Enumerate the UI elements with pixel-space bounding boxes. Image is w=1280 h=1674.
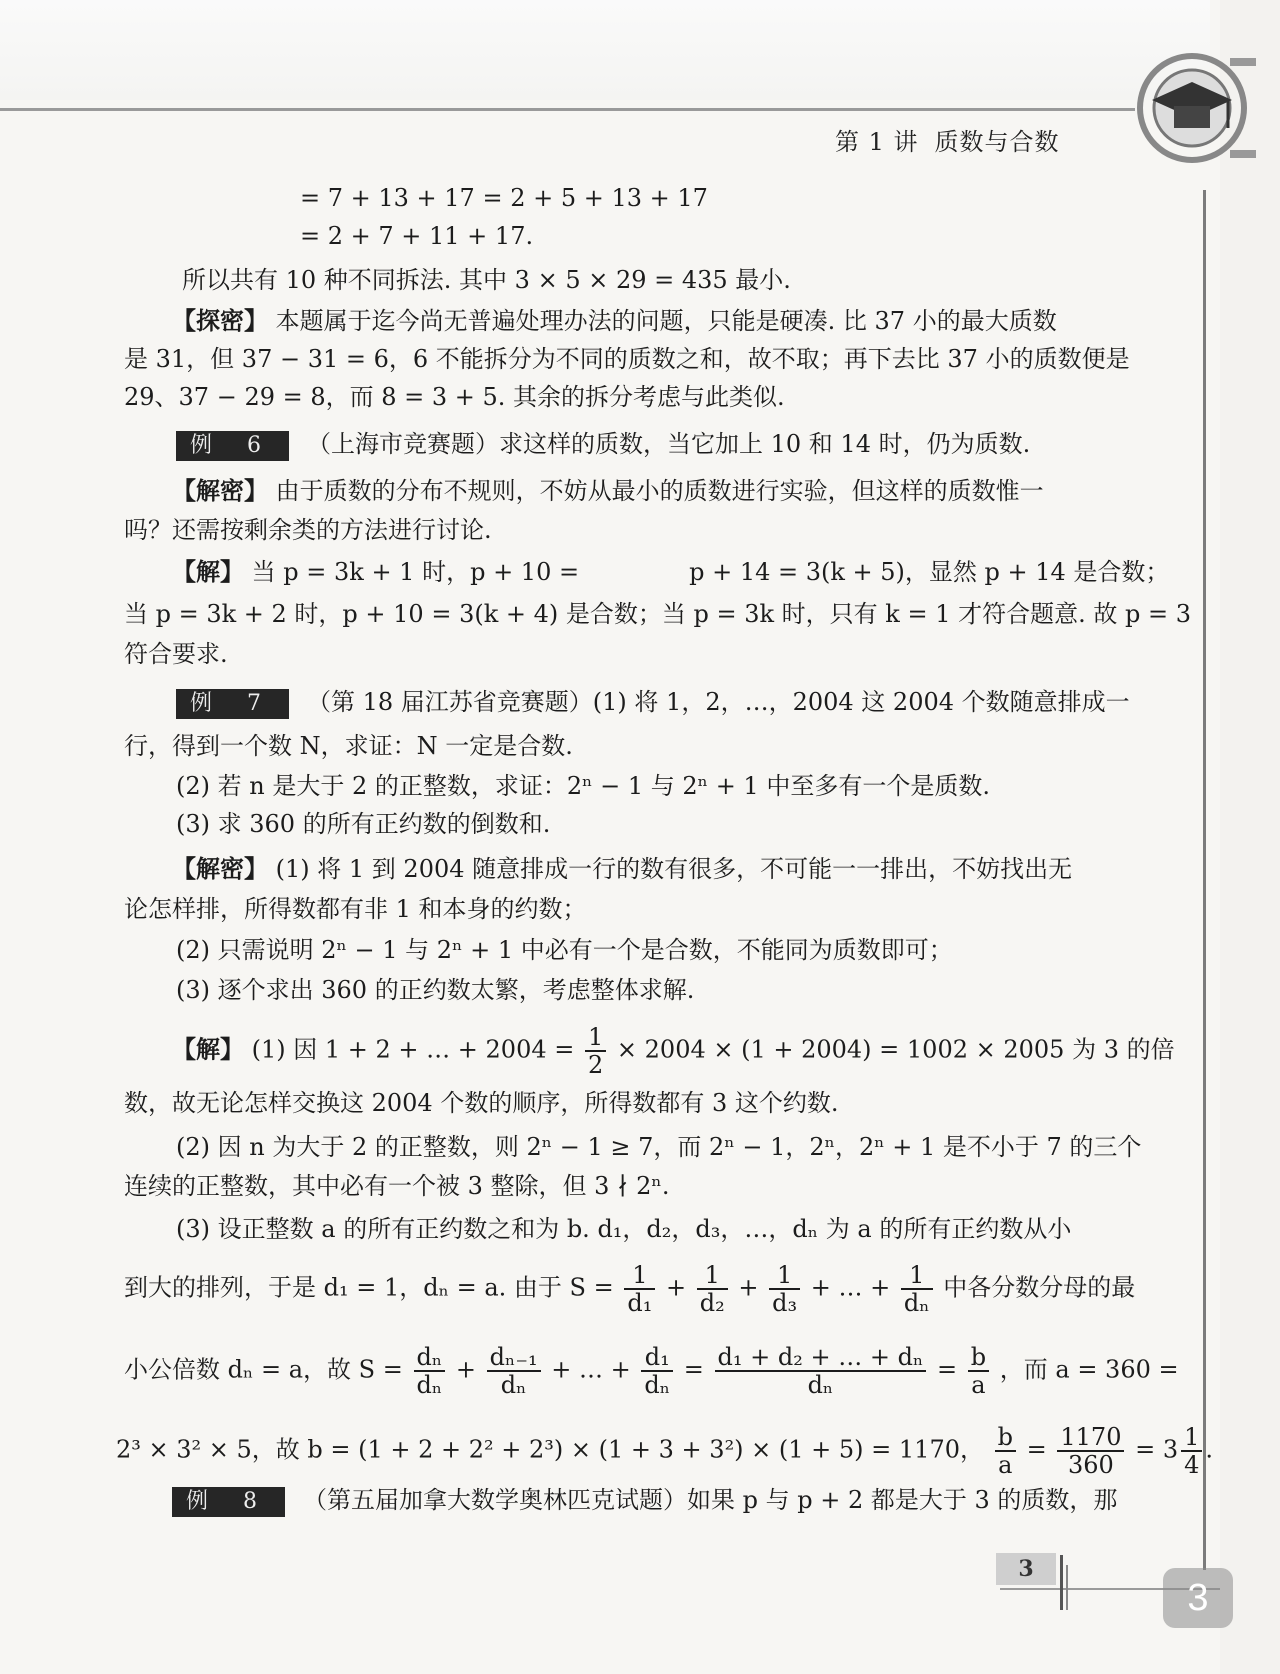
formula-line-s: 到大的排列，于是 d₁ = 1，dₙ = a. 由于 S = $\frac{1}{\text{d₁}}$ + $\frac{1}{\text{d₂}}$ + $\frac{1}{\text{d₃}}$ + … + $\frac{1}{\text{dₙ}}$ 中各分数分母的最 <box>124 1261 1136 1317</box>
jiemi-label: 【解密】 <box>172 854 268 883</box>
text-line: 29、37 − 29 = 8，而 8 = 3 + 5. 其余的拆分考虑与此类似. <box>124 383 785 411</box>
fraction-term: $\frac{1}{\text{d₂}}$ <box>697 1262 728 1316</box>
mixed-whole: 3 <box>1162 1435 1179 1464</box>
fraction-term: $\frac{\text{dₙ₋₁}}{\text{dₙ}}$ <box>487 1344 541 1398</box>
fraction-term: $\frac{1}{\text{d₁}}$ <box>624 1262 655 1316</box>
header-band <box>0 0 1210 100</box>
fraction-b-over-a: $\frac{b}{a}$ <box>995 1424 1016 1478</box>
text-line: 论怎样排，所得数都有非 1 和本身的约数； <box>124 895 587 923</box>
text-content: 小公倍数 dₙ = a，故 S = <box>124 1355 403 1384</box>
text-line: 所以共有 10 种不同拆法. 其中 3 × 5 × 29 = 435 最小. <box>182 266 791 294</box>
fraction-mixed: $\frac{1}{4}$ <box>1181 1424 1202 1478</box>
text-content: 由于质数的分布不规则，不妨从最小的质数进行实验，但这样的质数惟一 <box>275 477 1044 505</box>
lecture-number: 第 1 讲 <box>835 128 919 156</box>
equation-line: = 2 + 7 + 11 + 17. <box>300 222 534 250</box>
formula-line-lcm: 小公倍数 dₙ = a，故 S = $\frac{\text{dₙ}}{\text{dₙ}}$ + $\frac{\text{dₙ₋₁}}{\text{dₙ}}$ + … + $\frac{\text{d₁}}{\text{dₙ}}$ = $\frac{\text{d₁ + d₂ + … + dₙ}}{\text{dₙ}}$ = $\frac{b}{a}$ ，而 a = 360 = <box>124 1343 1179 1399</box>
text-line <box>172 556 1169 588</box>
example-7-line <box>176 686 1130 719</box>
text-content: 2³ × 3² × 5，故 b = (1 + 2 + 2² + 2³) × (1 + 3 + 3²) × (1 + 5) = 1170， <box>116 1435 984 1464</box>
example-6-line <box>176 428 1030 461</box>
text-line: 是 31，但 37 − 31 = 6，6 不能拆分为不同的质数之和，故不取；再下去比 37 小的质数便是 <box>124 345 1130 373</box>
text-line <box>172 853 1072 885</box>
side-rule <box>1203 190 1206 1570</box>
example-text: （第五届加拿大数学奥林匹克试题）如果 p 与 p + 2 都是大于 3 的质数，那 <box>303 1486 1118 1514</box>
text-content: 到大的排列，于是 d₁ = 1，dₙ = a. 由于 S = <box>124 1273 614 1302</box>
text-line: (2) 因 n 为大于 2 的正整数，则 2ⁿ − 1 ≥ 7，而 2ⁿ − 1，2ⁿ，2ⁿ + 1 是不小于 7 的三个 <box>176 1133 1142 1161</box>
example-text: （上海市竞赛题）求这样的质数，当它加上 10 和 14 时，仍为质数. <box>307 430 1031 458</box>
fraction-ratio: $\frac{1170}{360}$ <box>1057 1424 1124 1478</box>
text-line <box>172 475 1044 507</box>
tanmi-label: 【探密】 <box>172 306 268 335</box>
text-line: 行，得到一个数 N，求证：N 一定是合数. <box>124 732 573 760</box>
page-indicator-badge[interactable]: 3 <box>1163 1568 1233 1628</box>
page-number: 3 <box>996 1553 1056 1585</box>
text-line: 连续的正整数，其中必有一个被 3 整除，但 3 ∤ 2ⁿ. <box>124 1172 670 1200</box>
text-line: (2) 若 n 是大于 2 的正整数，求证：2ⁿ − 1 与 2ⁿ + 1 中至多有一个是质数. <box>176 772 990 800</box>
equation-line: = 7 + 13 + 17 = 2 + 5 + 13 + 17 <box>300 184 708 212</box>
fraction-sum: $\frac{\text{d₁ + d₂ + … + dₙ}}{\text{dₙ}}$ <box>715 1344 927 1398</box>
fraction-term: $\frac{\text{d₁}}{\text{dₙ}}$ <box>641 1344 673 1398</box>
text-line <box>172 1024 1175 1078</box>
graduation-cap-emblem-icon <box>1130 38 1260 178</box>
text-line: 当 p = 3k + 2 时，p + 10 = 3(k + 4) 是合数；当 p = 3k 时，只有 k = 1 才符合题意. 故 p = 3 <box>124 600 1192 628</box>
fraction-half: $\frac{1}{2}$ <box>585 1024 606 1078</box>
text-content: 当 p = 3k + 1 时，p + 10 = <box>251 558 580 586</box>
fraction-term: $\frac{1}{\text{dₙ}}$ <box>901 1262 933 1316</box>
text-content: (1) 将 1 到 2004 随意排成一行的数有很多，不可能一一排出，不妨找出无 <box>275 855 1073 883</box>
text-line: (3) 逐个求出 360 的正约数太繁，考虑整体求解. <box>176 976 695 1004</box>
example-8-line <box>172 1484 1117 1517</box>
text-line: 数，故无论怎样交换这 2004 个数的顺序，所得数都有 3 这个约数. <box>124 1089 839 1117</box>
text-content: (1) 因 1 + 2 + … + 2004 = <box>251 1035 575 1064</box>
fraction-term: $\frac{1}{\text{d₃}}$ <box>769 1262 800 1316</box>
example-text: （第 18 届江苏省竞赛题）(1) 将 1，2，…，2004 这 2004 个数随意排成一 <box>307 688 1130 716</box>
text-line: 吗？还需按剩余类的方法进行讨论. <box>124 516 492 544</box>
chapter-header <box>835 122 1060 157</box>
example-tag: 例 6 <box>176 431 289 461</box>
formula-line-b: 2³ × 3² × 5，故 b = (1 + 2 + 2² + 2³) × (1 + 3 + 3²) × (1 + 5) = 1170， $\frac{b}{a}$ = $\frac{1170}{360}$ = 3 $\frac{1}{4}$ . <box>116 1423 1214 1479</box>
header-rule <box>0 108 1135 111</box>
text-line <box>172 305 1057 337</box>
text-content: p + 14 = 3(k + 5)，显然 p + 14 是合数； <box>689 558 1170 586</box>
lecture-topic: 质数与合数 <box>934 128 1060 156</box>
jie-label: 【解】 <box>172 1034 244 1064</box>
jie-label: 【解】 <box>172 557 244 586</box>
text-line: (3) 设正整数 a 的所有正约数之和为 b. d₁，d₂，d₃，…，dₙ 为 a 的所有正约数从小 <box>176 1215 1072 1243</box>
footer-bar <box>1060 1555 1063 1610</box>
footer-bar <box>1066 1565 1068 1610</box>
example-tag: 例 8 <box>172 1487 285 1517</box>
text-line: 符合要求. <box>124 640 228 668</box>
text-content: ，而 a = 360 = <box>999 1355 1179 1384</box>
fraction-term: $\frac{\text{dₙ}}{\text{dₙ}}$ <box>414 1344 446 1398</box>
jiemi-label: 【解密】 <box>172 476 268 505</box>
fraction-b-over-a: $\frac{b}{a}$ <box>968 1344 989 1398</box>
text-content: 中各分数分母的最 <box>943 1273 1136 1302</box>
text-line: (2) 只需说明 2ⁿ − 1 与 2ⁿ + 1 中必有一个是合数，不能同为质数即可； <box>176 936 953 964</box>
text-content: 本题属于迄今尚无普遍处理办法的问题，只能是硬凑. 比 37 小的最大质数 <box>275 307 1057 335</box>
text-content: × 2004 × (1 + 2004) = 1002 × 2005 为 3 的倍 <box>616 1035 1175 1064</box>
example-tag: 例 7 <box>176 689 289 719</box>
text-line: (3) 求 360 的所有正约数的倒数和. <box>176 810 551 838</box>
